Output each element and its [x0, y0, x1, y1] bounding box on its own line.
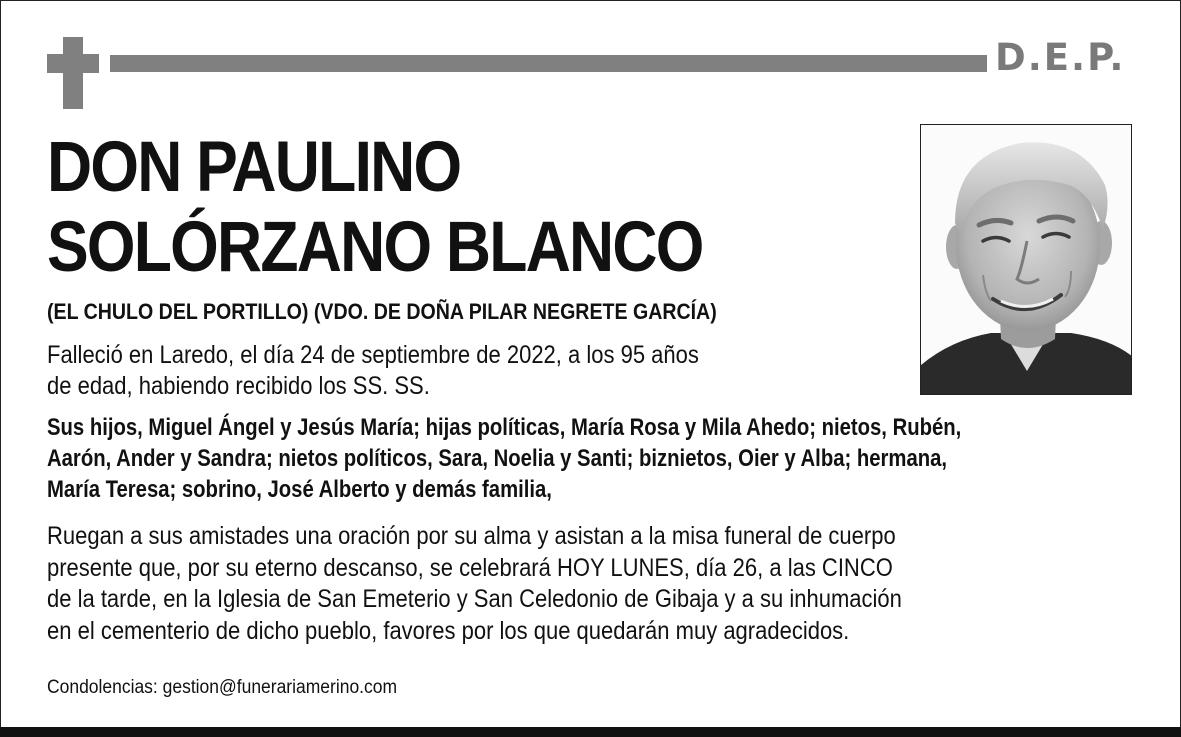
death-line: Falleció en Laredo, el día 24 de septiembre de 2022, a los 95 años: [47, 341, 699, 369]
family-line: Sus hijos, Miguel Ángel y Jesús María; hijas políticas, María Rosa y Mila Ahedo; nietos, Rubén,: [47, 414, 962, 441]
dep-label: D.E.P.: [995, 36, 1126, 79]
name-line-1: DON PAULINO: [47, 128, 461, 207]
invitation-line: en el cementerio de dicho pueblo, favores por los que quedarán muy agradecidos.: [47, 616, 850, 645]
death-line: de edad, habiendo recibido los SS. SS.: [47, 372, 430, 400]
footer-rule: [0, 727, 1181, 737]
condolences-contact: Condolencias: gestion@funerariamerino.com: [47, 677, 398, 698]
name-line-2: SOLÓRZANO BLANCO: [47, 208, 703, 287]
invitation-line: Ruegan a sus amistades una oración por su alma y asistan a la misa funeral de cuerpo: [47, 522, 896, 550]
funeral-invitation: [47, 521, 902, 647]
deceased-alias: (EL CHULO DEL PORTILLO) (VDO. DE DOÑA PILAR NEGRETE GARCÍA): [47, 299, 717, 324]
family-line: María Teresa; sobrino, José Alberto y demás familia,: [47, 476, 552, 503]
deceased-portrait: [920, 124, 1132, 395]
invitation-line: de la tarde, en la Iglesia de San Emeterio y San Celedonio de Gibaja y a su inhumación: [47, 585, 902, 613]
cross-icon-horizontal: [47, 54, 99, 73]
family-line: Aarón, Ander y Sandra; nietos políticos, Sara, Noelia y Santi; biznietos, Oier y Alba; hermana,: [47, 445, 948, 472]
deceased-name: [47, 128, 703, 288]
family-list: [47, 412, 961, 505]
death-notice: [47, 340, 699, 402]
invitation-line: presente que, por su eterno descanso, se celebrará HOY LUNES, día 26, a las CINCO: [47, 553, 893, 582]
portrait-illustration: [921, 125, 1132, 395]
cross-icon-vertical: [63, 37, 83, 109]
header-rule: [110, 55, 987, 72]
